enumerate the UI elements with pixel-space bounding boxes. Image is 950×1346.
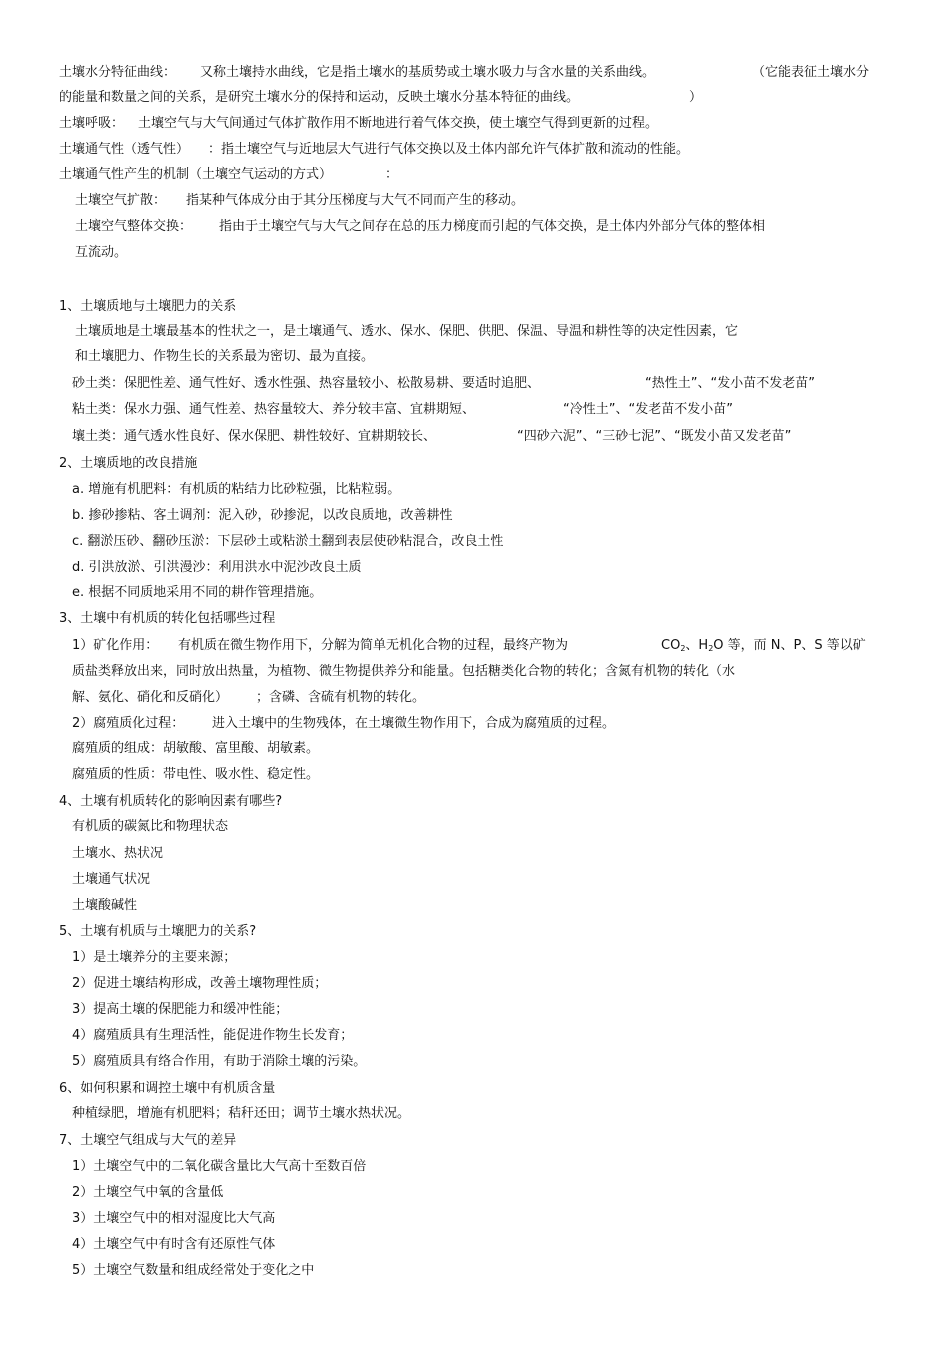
list-item: 5）土壤空气数量和组成经常处于变化之中 xyxy=(72,1263,315,1278)
list-item: 4）土壤空气中有时含有还原性气体 xyxy=(72,1237,276,1252)
list-item: 有机质的碳氮比和物理状态 xyxy=(72,819,229,834)
list-item: 1）土壤空气中的二氧化碳含量比大气高十至数百倍 xyxy=(72,1159,367,1174)
mineralization-label: 1）矿化作用： xyxy=(72,638,159,653)
list-item: a. 增施有机肥料：有机质的粘结力比砂粒强，比粘粒弱。 xyxy=(72,482,401,497)
list-item: 4）腐殖质具有生理活性，能促进作物生长发育； xyxy=(72,1028,354,1043)
list-item: 5）腐殖质具有络合作用，有助于消除土壤的污染。 xyxy=(72,1054,367,1069)
section-6-paragraph: 种植绿肥，增施有机肥料；秸秆还田；调节土壤水热状况。 xyxy=(72,1106,411,1121)
term-soil-respiration: 土壤呼吸： xyxy=(59,116,125,131)
section-1-title: 1、土壤质地与土壤肥力的关系 xyxy=(59,299,237,314)
list-item: 2）土壤空气中氧的含量低 xyxy=(72,1185,224,1200)
humification-label: 2）腐殖质化过程： xyxy=(72,716,185,731)
sandy-soil-quote: “热性土”、“发小苗不发老苗” xyxy=(645,376,815,391)
list-item: d. 引洪放淤、引洪漫沙：利用洪水中泥沙改良土质 xyxy=(72,560,362,575)
section-5-title: 5、土壤有机质与土壤肥力的关系? xyxy=(59,924,257,939)
definition-air-diffusion: 指某种气体成分由于其分压梯度与大气不同而产生的移动。 xyxy=(186,193,525,208)
clay-soil-text: 粘土类：保水力强、通气性差、热容量较大、养分较丰富、宜耕期短、 xyxy=(72,402,476,417)
note-soil-water-curve-cont: 的能量和数量之间的关系，是研究土壤水分的保持和运动，反映土壤水分基本特征的曲线。 xyxy=(59,90,580,105)
term-air-diffusion: 土壤空气扩散： xyxy=(75,193,167,208)
mineralization-text-cont: 质盐类释放出来，同时放出热量，为植物、微生物提供养分和能量。包括糖类化合物的转化；含氮有机物的转化（水 xyxy=(72,664,736,679)
term-aeration-mechanism-colon: ： xyxy=(385,167,399,182)
list-item: 土壤通气状况 xyxy=(72,872,151,887)
term-soil-water-curve: 土壤水分特征曲线： xyxy=(59,65,177,80)
section-3-title: 3、土壤中有机质的转化包括哪些过程 xyxy=(59,611,276,626)
section-7-title: 7、土壤空气组成与大气的差异 xyxy=(59,1133,237,1148)
mineralization-text: 有机质在微生物作用下，分解为简单无机化合物的过程，最终产物为 xyxy=(178,638,569,653)
definition-air-exchange-cont: 互流动。 xyxy=(75,245,128,260)
clay-soil-quote: “冷性土”、“发老苗不发小苗” xyxy=(563,402,733,417)
section-6-title: 6、如何积累和调控土壤中有机质含量 xyxy=(59,1081,276,1096)
sandy-soil-text: 砂土类：保肥性差、通气性好、透水性强、热容量较小、松散易耕、要适时追肥、 xyxy=(72,376,541,391)
list-item: 土壤水、热状况 xyxy=(72,846,164,861)
list-item: 1）是土壤养分的主要来源； xyxy=(72,950,237,965)
humus-composition: 腐殖质的组成：胡敏酸、富里酸、胡敏素。 xyxy=(72,741,320,756)
definition-soil-aeration: ：指土壤空气与近地层大气进行气体交换以及土体内部允许气体扩散和流动的性能。 xyxy=(208,142,690,157)
note-close-paren: ） xyxy=(689,90,703,105)
humus-properties: 腐殖质的性质：带电性、吸水性、稳定性。 xyxy=(72,767,320,782)
humification-text: 进入土壤中的生物残体，在土壤微生物作用下，合成为腐殖质的过程。 xyxy=(212,716,616,731)
term-soil-aeration: 土壤通气性（透气性） xyxy=(59,142,190,157)
mineralization-text-end-a: 解、氨化、硝化和反硝化） xyxy=(72,690,229,705)
list-item: c. 翻淤压砂、翻砂压淤：下层砂土或粘淤土翻到表层使砂粘混合，改良土性 xyxy=(72,534,504,549)
list-item: 2）促进土壤结构形成，改善土壤物理性质； xyxy=(72,976,328,991)
section-1-paragraph: 土壤质地是土壤最基本的性状之一，是土壤通气、透水、保水、保肥、供肥、保温、导温和耕性等的决定性因素，它 xyxy=(75,324,739,339)
loam-soil-quote: “四砂六泥”、“三砂七泥”、“既发小苗又发老苗” xyxy=(517,429,792,444)
list-item: b. 掺砂掺粘、客土调剂：泥入砂，砂掺泥，以改良质地，改善耕性 xyxy=(72,508,453,523)
term-aeration-mechanism: 土壤通气性产生的机制（土壤空气运动的方式） xyxy=(59,167,333,182)
section-2-title: 2、土壤质地的改良措施 xyxy=(59,456,198,471)
term-air-exchange: 土壤空气整体交换： xyxy=(75,219,193,234)
list-item: e. 根据不同质地采用不同的耕作管理措施。 xyxy=(72,585,323,600)
note-soil-water-curve: （它能表征土壤水分 xyxy=(752,65,870,80)
list-item: 3）土壤空气中的相对湿度比大气高 xyxy=(72,1211,276,1226)
definition-soil-water-curve: 又称土壤持水曲线，它是指土壤水的基质势或土壤水吸力与含水量的关系曲线。 xyxy=(200,65,656,80)
mineralization-formula: $CO_2$、$H_2O$ 等，而 N、P、S 等以矿 xyxy=(661,638,866,653)
definition-soil-respiration: 土壤空气与大气间通过气体扩散作用不断地进行着气体交换，使土壤空气得到更新的过程。 xyxy=(138,116,659,131)
list-item: 3）提高土壤的保肥能力和缓冲性能； xyxy=(72,1002,289,1017)
section-1-paragraph-cont: 和土壤肥力、作物生长的关系最为密切、最为直接。 xyxy=(75,349,375,364)
definition-air-exchange: 指由于土壤空气与大气之间存在总的压力梯度而引起的气体交换，是土体内外部分气体的整体相 xyxy=(219,219,766,234)
loam-soil-text: 壤土类：通气透水性良好、保水保肥、耕性较好、宜耕期较长、 xyxy=(72,429,437,444)
list-item: 土壤酸碱性 xyxy=(72,898,138,913)
section-4-title: 4、土壤有机质转化的影响因素有哪些? xyxy=(59,794,283,809)
mineralization-text-end-b: ；含磷、含硫有机物的转化。 xyxy=(256,690,426,705)
